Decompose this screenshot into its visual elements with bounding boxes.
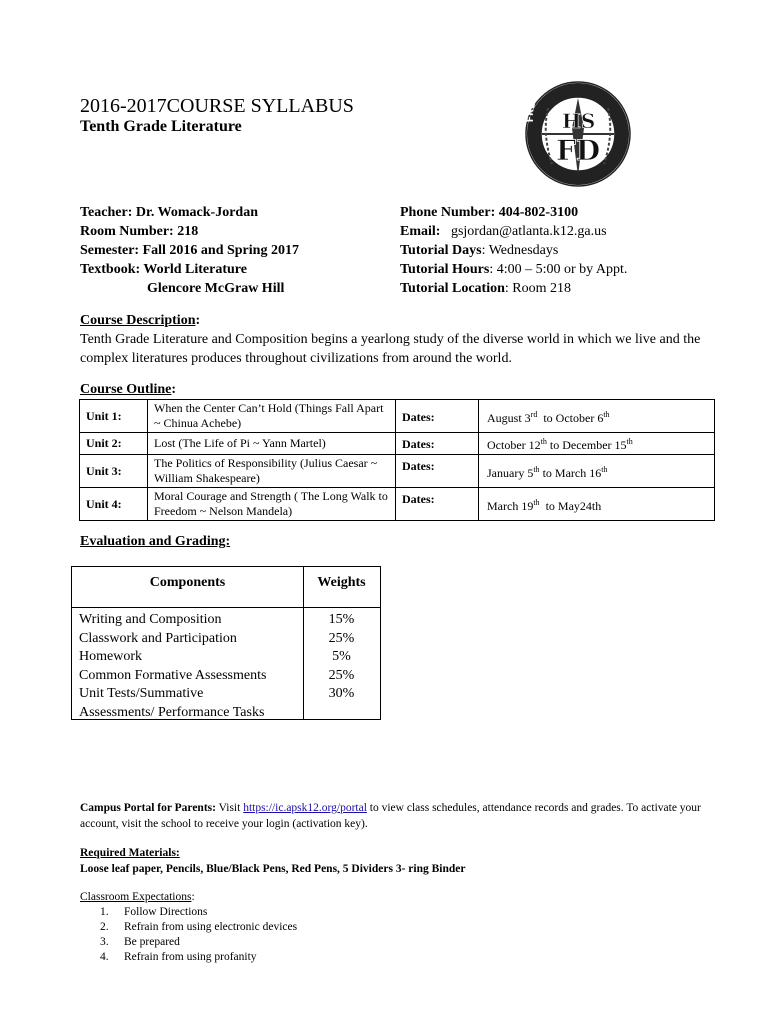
course-description-text: Tenth Grade Literature and Composition begins a yearlong study of the diverse world in which we live and the complex literatures produces throughout civilizations from around the world.	[80, 332, 701, 366]
dates-label: Dates:	[396, 488, 479, 521]
logo-ring-text-right: DOUGLASS	[560, 68, 619, 90]
components-header: Components	[149, 575, 226, 590]
tutorial-hours-value: : 4:00 – 5:00 or by Appt.	[489, 262, 628, 277]
weights-table	[71, 566, 381, 720]
component-item: Assessments/ Performance Tasks	[79, 704, 265, 720]
component-item: Classwork and Participation	[79, 630, 237, 646]
component-item: Writing and Composition	[79, 612, 222, 627]
table-row	[80, 455, 715, 488]
unit-dates: October 12th to December 15th	[479, 433, 715, 455]
components-list	[79, 611, 266, 722]
logo-letters-top: HS	[562, 109, 596, 133]
page-subtitle: Tenth Grade Literature	[80, 118, 242, 135]
unit-book: When the Center Can’t Hold (Things Fall Apart ~ Chinua Achebe)	[148, 400, 396, 433]
textbook: Textbook: World Literature	[80, 262, 247, 277]
school-logo	[512, 68, 644, 200]
dates-label: Dates:	[396, 400, 479, 433]
table-row	[80, 433, 715, 455]
unit-dates: August 3rd to October 6th	[479, 400, 715, 433]
list-item: 2. Refrain from using electronic devices	[100, 921, 298, 933]
tutorial-days-value: : Wednesdays	[481, 243, 559, 258]
tutorial-location-label: Tutorial Location	[400, 281, 505, 296]
weight-value: 15%	[328, 612, 355, 627]
course-description: Course Description: Tenth Grade Literature and Composition begins a yearlong study of the diverse world in which we live and the complex literatures produces throughout civilizations from around the world.	[80, 311, 720, 368]
expectations-list	[80, 905, 720, 965]
course-description-heading: Course Description	[80, 313, 196, 328]
room-number: Room Number: 218	[80, 224, 199, 239]
table-row	[80, 488, 715, 521]
unit-book: The Politics of Responsibility (Julius Caesar ~ William Shakespeare)	[148, 455, 396, 488]
email-value: gsjordan@atlanta.k12.ga.us	[450, 224, 607, 239]
course-outline-table	[79, 399, 715, 521]
weights-list	[303, 611, 380, 704]
weight-value: 25%	[328, 667, 355, 683]
teacher-info	[80, 203, 299, 298]
page-title: 2016-2017COURSE SYLLABUS	[80, 95, 354, 117]
unit-label: Unit 2:	[80, 433, 148, 455]
phone-number: Phone Number: 404-802-3100	[400, 205, 579, 220]
weight-value: 30%	[328, 686, 355, 701]
expectations-heading: Classroom Expectations	[80, 891, 192, 903]
unit-book: Moral Courage and Strength ( The Long Walk to Freedom ~ Nelson Mandela)	[148, 488, 396, 521]
dates-label: Dates:	[396, 433, 479, 455]
classroom-expectations: Classroom Expectations: 1. Follow Directions 2. Refrain from using electronic devices 3. Be prepared 4. Refrain from using profanity	[80, 889, 720, 965]
unit-label: Unit 1:	[80, 400, 148, 433]
tutorial-hours-label: Tutorial Hours	[400, 262, 490, 277]
campus-portal-link[interactable]: https://ic.apsk12.org/portal	[243, 802, 367, 814]
tutorial-location-value: : Room 218	[504, 281, 572, 296]
campus-portal: Campus Portal for Parents: Visit https://ic.apsk12.org/portal to view class schedules, attendance records and grades. To activate your account, visit the school to receive your login (activation key).	[80, 802, 701, 830]
component-item: Unit Tests/Summative	[79, 686, 204, 701]
materials-heading: Required Materials:	[80, 847, 180, 859]
component-item: Homework	[79, 649, 142, 664]
unit-book: Lost (The Life of Pi ~ Yann Martel)	[148, 433, 396, 455]
table-row	[80, 400, 715, 433]
semester: Semester: Fall 2016 and Spring 2017	[80, 243, 299, 258]
unit-label: Unit 4:	[80, 488, 148, 521]
unit-label: Unit 3:	[80, 455, 148, 488]
textbook-publisher: Glencore McGraw Hill	[147, 281, 285, 296]
materials-text: Loose leaf paper, Pencils, Blue/Black Pens, Red Pens, 5 Dividers 3- ring Binder	[80, 863, 466, 875]
dates-label: Dates:	[396, 455, 479, 488]
teacher-name: Teacher: Dr. Womack-Jordan	[80, 205, 258, 220]
campus-portal-label: Campus Portal for Parents:	[80, 802, 216, 814]
unit-dates: March 19th to May24th	[479, 488, 715, 521]
list-item: 1. Follow Directions	[100, 906, 208, 918]
logo-letters-center: FD	[556, 134, 601, 167]
component-item: Common Formative Assessments	[79, 667, 267, 683]
evaluation-heading: Evaluation and Grading:	[80, 534, 231, 549]
weight-value: 5%	[332, 649, 351, 664]
tutorial-days-label: Tutorial Days	[400, 243, 482, 258]
list-item: 4. Refrain from using profanity	[100, 951, 257, 963]
weight-value: 25%	[328, 630, 355, 646]
course-outline-heading: Course Outline:	[80, 382, 177, 397]
weights-header: Weights	[317, 575, 366, 590]
required-materials	[80, 845, 720, 877]
unit-dates: January 5th to March 16th	[479, 455, 715, 488]
email-label: Email:	[400, 224, 441, 239]
list-item: 3. Be prepared	[100, 936, 180, 948]
logo-ring-text-top: FREDERICK	[525, 69, 562, 123]
contact-info	[400, 203, 627, 298]
